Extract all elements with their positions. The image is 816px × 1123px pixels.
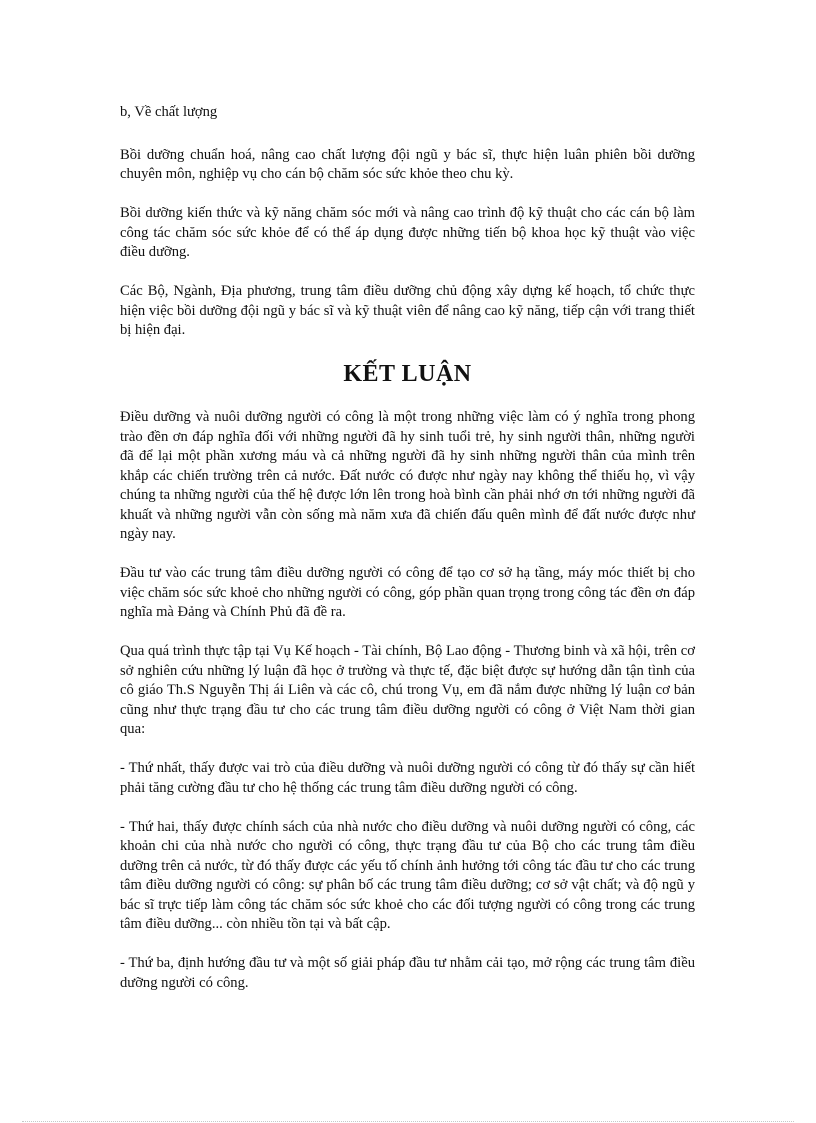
section-paragraph: Bồi dưỡng chuẩn hoá, nâng cao chất lượng đội ngũ y bác sĩ, thực hiện luân phiên bồi dưỡng chuyên môn, nghiệp vụ cho cán bộ chăm sóc sức khỏe theo chu kỳ. bbox=[120, 146, 695, 182]
section-heading: b, Về chất lượng bbox=[120, 104, 218, 120]
section-paragraph: Các Bộ, Ngành, Địa phương, trung tâm điều dưỡng chủ động xây dựng kế hoạch, tổ chức thực hiện việc bồi dưỡng đội ngũ y bác sĩ và kỹ thuật viên để nâng cao kỹ năng, tiếp cận với trang thiết bị hiện đại. bbox=[120, 283, 695, 338]
conclusion-paragraph: Qua quá trình thực tập tại Vụ Kế hoạch - Tài chính, Bộ Lao động - Thương binh và xã hội, trên cơ sở nghiên cứu những lý luận đã học ở trường và thực tế, đặc biệt được sự hướng dẫn tận tình của cô giáo Th.S Nguyễn Thị ái Liên và các cô, chú trong Vụ, em đã nắm được những lý luận cơ bản cũng như thực trạng đầu tư cho các trung tâm điều dưỡng người có công ở Việt Nam thời gian qua: bbox=[120, 643, 695, 737]
conclusion-list-item: - Thứ ba, định hướng đầu tư và một số giải pháp đầu tư nhằm cải tạo, mở rộng các trung tâm điều dưỡng người có công. bbox=[120, 955, 695, 991]
section-paragraph: Bồi dưỡng kiến thức và kỹ năng chăm sóc mới và nâng cao trình độ kỹ thuật cho các cán bộ làm công tác chăm sóc sức khỏe để có thể áp dụng được những tiến bộ khoa học kỹ thuật vào việc điều dưỡng. bbox=[120, 205, 695, 260]
conclusion-list-item: - Thứ hai, thấy được chính sách của nhà nước cho điều dưỡng và nuôi dưỡng người có công, các khoản chi của nhà nước cho người có công, thực trạng đầu tư của Bộ cho các trung tâm điều dưỡng trên cả nước, từ đó thấy được các yếu tố chính ảnh hưởng tới công tác đầu tư cho các trung tâm điều dưỡng người có công: sự phân bố các trung tâm điều dưỡng; cơ sở vật chất; và độ ngũ y bác sĩ trực tiếp làm công tác chăm sóc sức khoẻ cho các đối tượng người có công trong các trung tâm điều dưỡng... còn nhiều tồn tại và bất cập. bbox=[120, 818, 695, 932]
conclusion-list-item: - Thứ nhất, thấy được vai trò của điều dưỡng và nuôi dưỡng người có công từ đó thấy sự cần hiết phải tăng cường đầu tư cho hệ thống các trung tâm điều dưỡng người có công. bbox=[120, 760, 695, 796]
conclusion-paragraph: Điều dưỡng và nuôi dưỡng người có công là một trong những việc làm có ý nghĩa trong phong trào đền ơn đáp nghĩa đối với những người đã hy sinh tuổi trẻ, hy sinh người thân, những người đã để lại một phần xương máu và cả những người đã hy sinh những người thân của mình trên khắp các chiến trường trên cả nước. Đất nước có được như ngày nay không thể thiếu họ, vì vậy chúng ta những người của thế hệ được lớn lên trong hoà bình cần phải nhớ ơn tới những người đã khuất và những người vẫn còn sống mà năm xưa đã chiến đấu quên mình để đất nước được như ngày nay. bbox=[120, 409, 695, 542]
document-body bbox=[120, 103, 695, 1013]
conclusion-title: KẾT LUẬN bbox=[343, 361, 472, 387]
page-bottom-divider bbox=[22, 1121, 794, 1122]
conclusion-paragraph: Đầu tư vào các trung tâm điều dưỡng người có công để tạo cơ sở hạ tầng, máy móc thiết bị cho việc chăm sóc sức khoẻ cho những người có công, góp phần quan trọng trong công tác đền ơn đáp nghĩa mà Đảng và Chính Phủ đã đề ra. bbox=[120, 565, 695, 620]
